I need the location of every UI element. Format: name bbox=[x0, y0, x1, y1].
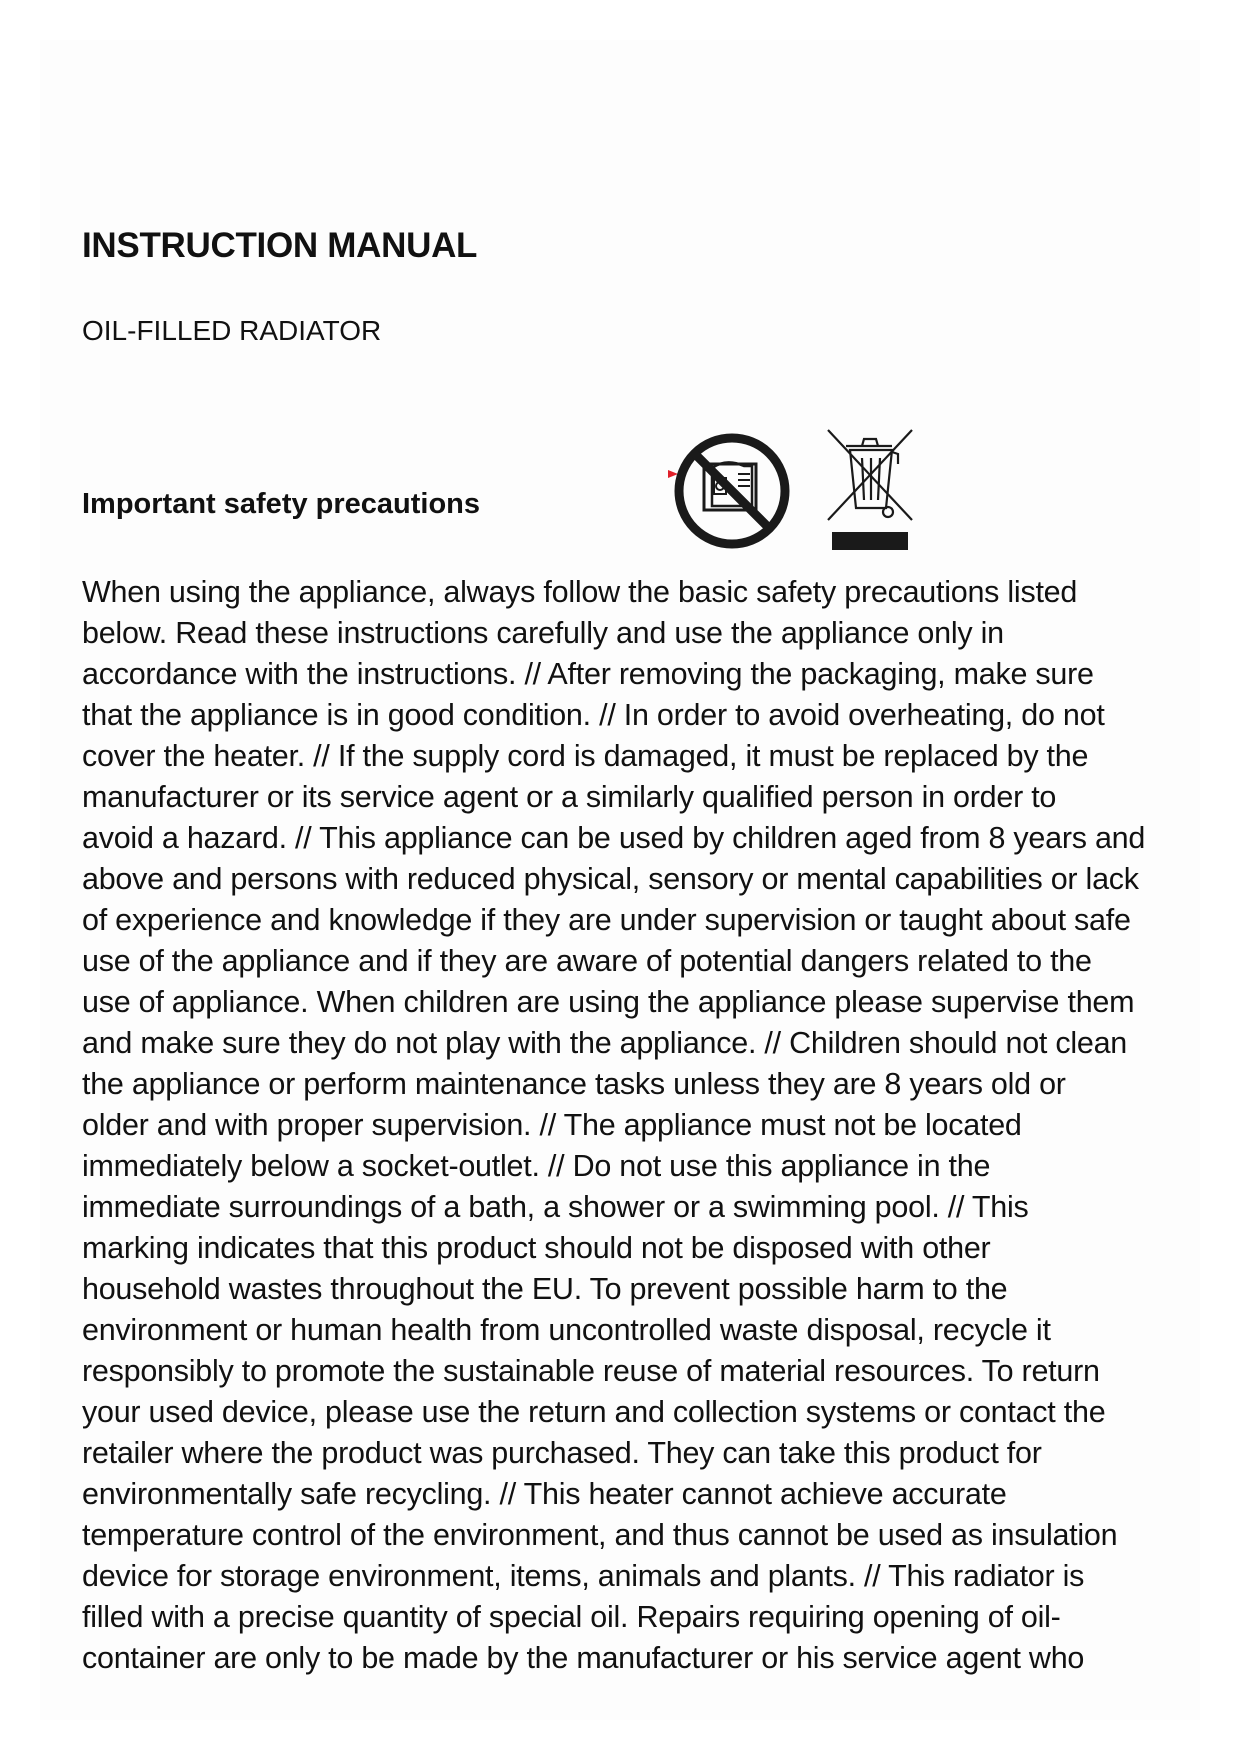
body-text-line: environment or human health from uncontrolled waste disposal, recycle it bbox=[82, 1313, 1051, 1347]
crossed-out-wheelie-bin-icon bbox=[822, 424, 918, 552]
body-text-line: responsibly to promote the sustainable reuse of material resources. To return bbox=[82, 1354, 1100, 1388]
body-text-line: your used device, please use the return and collection systems or contact the bbox=[82, 1395, 1106, 1429]
body-text-line: and make sure they do not play with the appliance. // Children should not clean bbox=[82, 1026, 1128, 1060]
body-text-line: use of the appliance and if they are aware of potential dangers related to the bbox=[82, 944, 1092, 978]
body-text-line: accordance with the instructions. // After removing the packaging, make sure bbox=[82, 657, 1094, 691]
body-text-line: of experience and knowledge if they are under supervision or taught about safe bbox=[82, 903, 1131, 937]
body-text-line: cover the heater. // If the supply cord is damaged, it must be replaced by the bbox=[82, 739, 1089, 773]
body-text-line: household wastes throughout the EU. To prevent possible harm to the bbox=[82, 1272, 1008, 1306]
body-text-line: the appliance or perform maintenance tasks unless they are 8 years old or bbox=[82, 1067, 1066, 1101]
body-text-line: container are only to be made by the manufacturer or his service agent who bbox=[82, 1641, 1085, 1675]
body-text-line: that the appliance is in good condition. // In order to avoid overheating, do not bbox=[82, 698, 1105, 732]
body-text-line: filled with a precise quantity of special oil. Repairs requiring opening of oil- bbox=[82, 1600, 1061, 1634]
body-text-line: device for storage environment, items, animals and plants. // This radiator is bbox=[82, 1559, 1085, 1593]
section-heading: Important safety precautions bbox=[82, 488, 481, 520]
document-title: INSTRUCTION MANUAL bbox=[82, 226, 478, 265]
body-text-line: environmentally safe recycling. // This heater cannot achieve accurate bbox=[82, 1477, 1007, 1511]
body-text-line: below. Read these instructions carefully and use the appliance only in bbox=[82, 616, 1004, 650]
body-text-line: immediately below a socket-outlet. // Do not use this appliance in the bbox=[82, 1149, 991, 1183]
body-text-line: temperature control of the environment, and thus cannot be used as insulation bbox=[82, 1518, 1118, 1552]
body-text-line: older and with proper supervision. // The appliance must not be located bbox=[82, 1108, 1022, 1142]
safety-instructions-body bbox=[82, 572, 1202, 1679]
do-not-cover-icon bbox=[668, 428, 796, 554]
body-text-line: immediate surroundings of a bath, a shower or a swimming pool. // This bbox=[82, 1190, 1029, 1224]
body-text-line: avoid a hazard. // This appliance can be used by children aged from 8 years and bbox=[82, 821, 1146, 855]
body-text-line: When using the appliance, always follow the basic safety precautions listed bbox=[82, 575, 1078, 609]
body-text-line: marking indicates that this product should not be disposed with other bbox=[82, 1231, 991, 1265]
body-text-line: manufacturer or its service agent or a similarly qualified person in order to bbox=[82, 780, 1057, 814]
body-text-line: above and persons with reduced physical, sensory or mental capabilities or lack bbox=[82, 862, 1139, 896]
document-subtitle: OIL-FILLED RADIATOR bbox=[82, 315, 382, 346]
body-text-line: use of appliance. When children are using the appliance please supervise them bbox=[82, 985, 1135, 1019]
body-text-line: retailer where the product was purchased. They can take this product for bbox=[82, 1436, 1042, 1470]
